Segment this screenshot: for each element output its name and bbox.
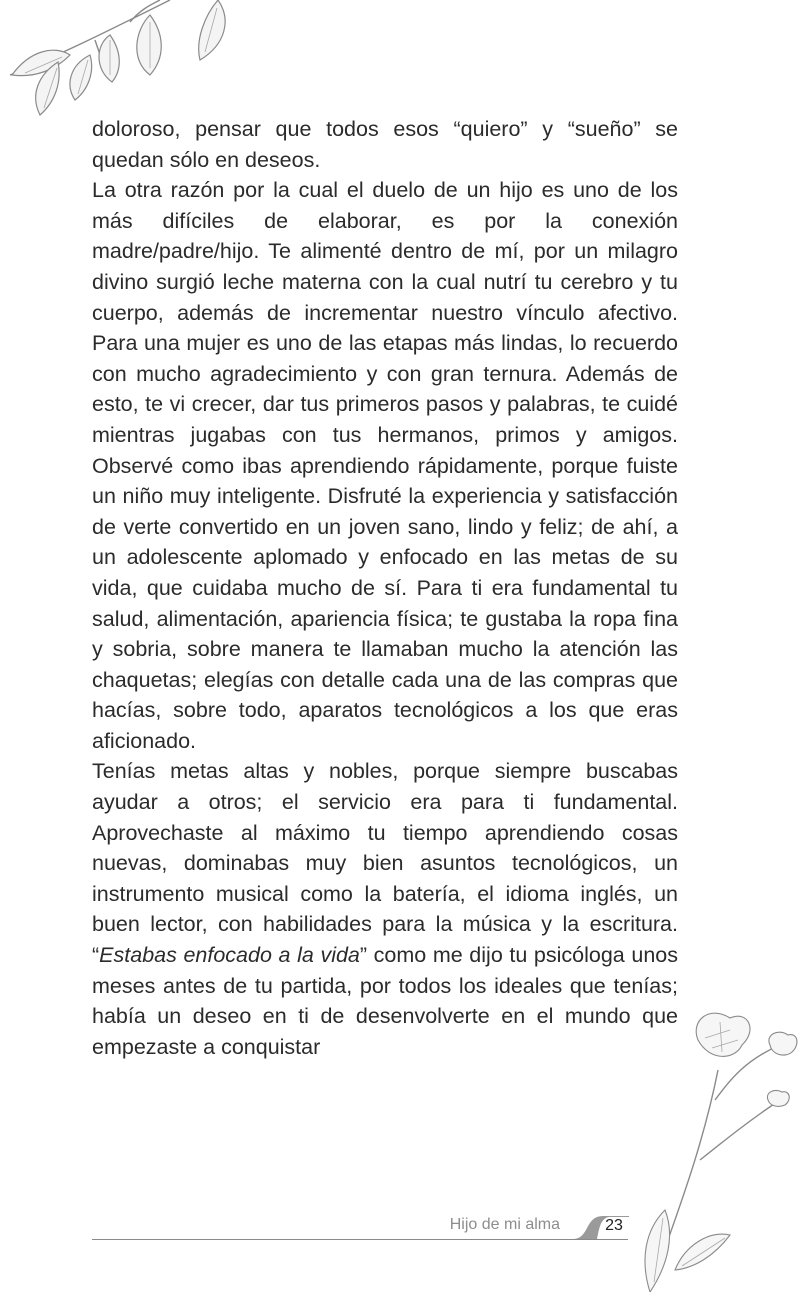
paragraph: La otra razón por la cual el duelo de un hijo es uno de los más difíciles de elaborar, es por la conexión madre/padre/hijo. Te alimenté dentro de mí, por un milagro divino surgió leche materna con la cual nutrí tu cerebro y tu cuerpo, además de incrementar nuestro vínculo afectivo. Para una mujer es uno de las etapas más lindas, lo recuerdo con mucho agradecimiento y con gran ternura. Además de esto, te vi crecer, dar tus primeros pasos y palabras, te cuidé mientras jugabas con tus hermanos, primos y amigos. Observé como ibas aprendiendo rápidamente, porque fuiste un niño muy inteligente. Disfruté la experiencia y satisfacción de verte convertido en un joven sano, lindo y feliz; de ahí, a un adolescente aplomado y enfocado en las metas de su vida, que cuidaba mucho de sí. Para ti era fundamental tu salud, alimentación, apariencia física; te gustaba la ropa fina y sobria, sobre manera te llamaban mucho la atención las chaquetas; elegías con detalle cada una de las compras que hacías, sobre todo, aparatos tecnológicos a los que eras aficionado. xyxy=(92,178,678,753)
paragraph-text: Tenías metas altas y nobles, porque siempre buscabas ayudar a otros; el servicio era para ti fundamental. Aprovechaste al máximo tu tiempo aprendiendo cosas nuevas, dominabas muy bien asuntos tecnológicos, un instrumento musical como la batería, el idioma inglés, un buen lector, con habilidades para la música y la escritura. “ xyxy=(92,759,678,968)
italic-quote: Estabas enfocado a la vida xyxy=(99,943,360,968)
footer-divider xyxy=(92,1239,628,1240)
page-number: 23 xyxy=(605,1217,623,1234)
paragraph xyxy=(92,756,678,1062)
paragraph: doloroso, pensar que todos esos “quiero” y “sueño” se quedan sólo en deseos. xyxy=(92,117,678,172)
leaf-branch-icon xyxy=(0,0,260,125)
body-text xyxy=(92,114,678,1062)
running-title: Hijo de mi alma xyxy=(449,1216,560,1233)
wildflower-icon xyxy=(630,1000,800,1292)
paragraph-text: ” como me dijo tu psicóloga unos meses antes de tu partida, por todos los ideales que tenías; había un deseo en ti de desenvolverte en el mundo que empezaste a conquistar xyxy=(92,943,678,1059)
